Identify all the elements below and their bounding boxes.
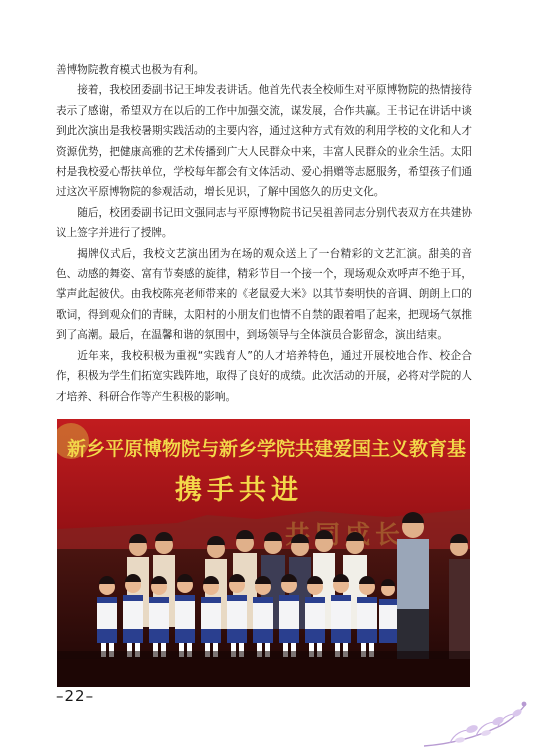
paragraph-3: 随后，校团委副书记田文强同志与平原博物院书记吴祖善同志分别代表双方在共建协议上签字并进行了授牌。 [56, 206, 472, 240]
group-photo [57, 419, 470, 687]
paragraph-5: 近年来，我校积极为重视“实践育人”的人才培养特色，通过开展校地合作、校企合作，积极为学生们拓宽实践阵地，取得了良好的成绩。此次活动的开展，必将对学院的人才培养、科研合作等产生积极的影响。 [56, 349, 472, 403]
banner-title: 新乡平原博物院与新乡学院共建爱国主义教育基 [67, 438, 467, 460]
floral-flourish-icon [420, 696, 530, 752]
banner-slogan-1: 携手共进 [175, 475, 303, 506]
page-number: –22– [56, 687, 95, 705]
foreground-shadow [57, 651, 470, 687]
group-photo-illustration [57, 419, 470, 687]
paragraph-4: 揭牌仪式后，我校文艺演出团为在场的观众送上了一台精彩的文艺汇演。甜美的音色、动感的舞姿、富有节奏感的旋律，精彩节目一个接一个，现场观众欢呼声不绝于耳，掌声此起彼伏。由我校陈亮老师带来的《老鼠爱大米》以其节奏明快的音调、朗朗上口的歌词，得到观众们的青睐，太阳村的小朋友们也情不自禁的跟着唱了起来，把现场气氛推到了高潮。最后，在温馨和谐的氛围中，到场领导与全体演员合影留念，演出结束。 [56, 247, 472, 342]
paragraph-2: 接着，我校团委副书记王坤发表讲话。他首先代表全校师生对平原博物院的热情接待表示了感谢，希望双方在以后的工作中加强交流，谋发展，合作共赢。王书记在讲话中谈到此次演出是我校暑期实践活动的主要内容，通过这种方式有效的利用学校的文化和人才资源优势，把健康高雅的艺术传播到广大人民群众中来，丰富人民群众的业余生活。太阳村是我校爱心帮扶单位，学校每年都会有文体活动、爱心捐赠等志愿服务，希望孩子们通过这次平原博物院的参观活动，增长见识，了解中国悠久的历史文化。 [56, 84, 472, 199]
paragraph-1: 善博物院教育模式也极为有利。 [56, 64, 205, 76]
article-body [56, 60, 472, 407]
